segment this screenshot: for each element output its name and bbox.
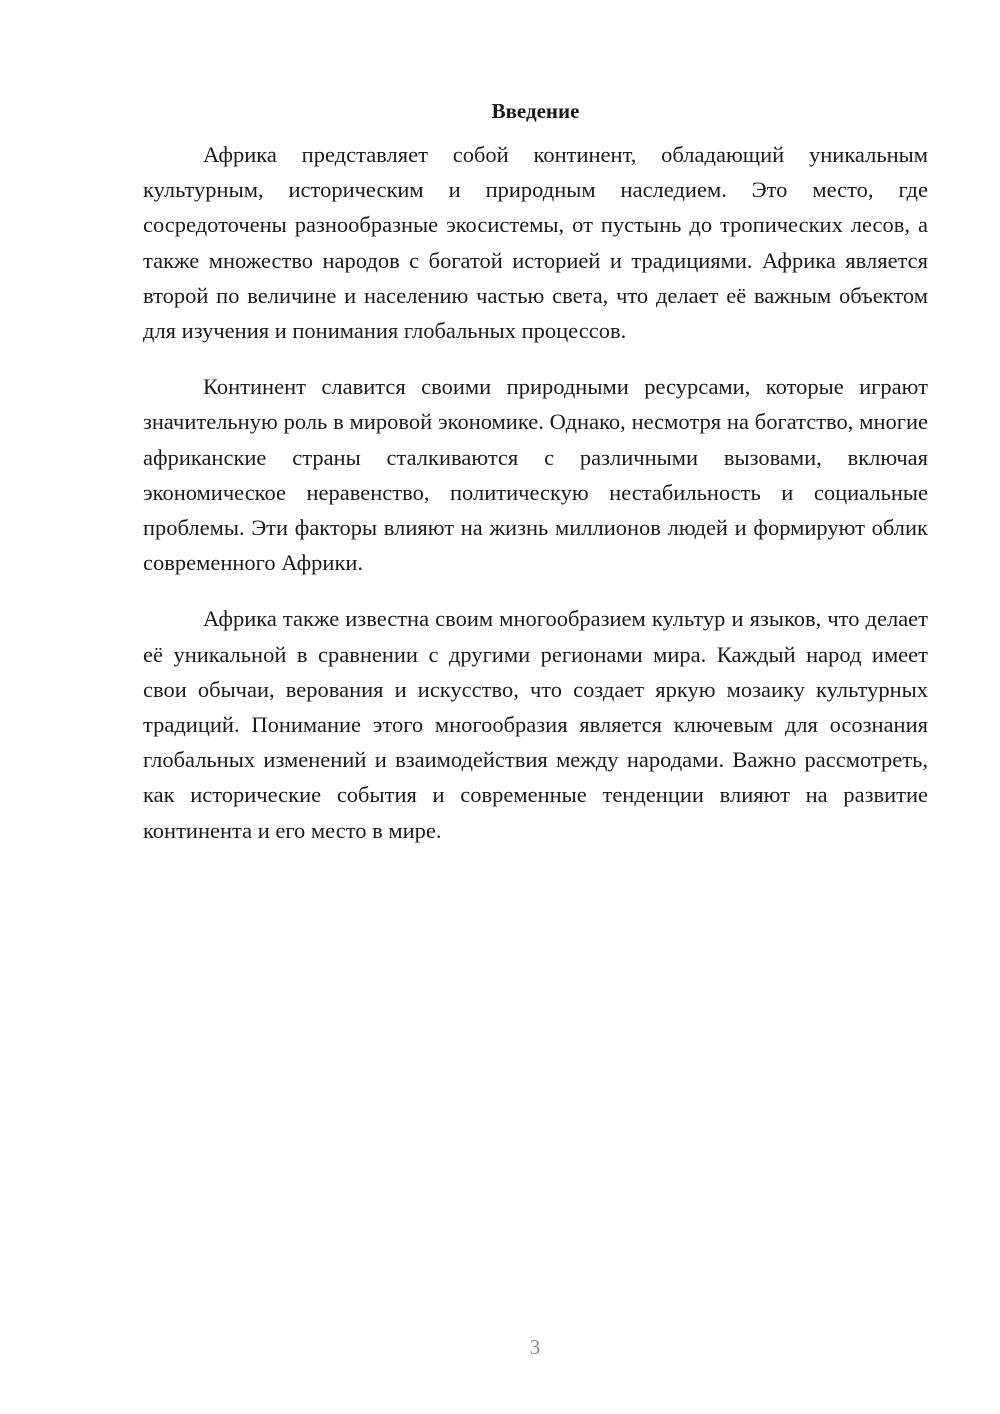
section-heading: Введение [491,99,580,123]
paragraph-1: Африка представляет собой континент, обладающий уникальным культурным, историческим и природным наследием. Это место, где сосредоточены разнообразные экосистемы, от пустынь до тропических лесов, а также множество народов с богатой историей и традициями. Африка является второй по величине и населению частью света, что делает её важным объектом для изучения и понимания глобальных процессов. [143,142,928,344]
paragraph-3: Африка также известна своим многообразием культур и языков, что делает её уникальной в сравнении с другими регионами мира. Каждый народ имеет свои обычаи, верования и искусство, что создает яркую мозаику культурных традиций. Понимание этого многообразия является ключевым для осознания глобальных изменений и взаимодействия между народами. Важно рассмотреть, как исторические события и современные тенденции влияют на развитие континента и его место в мире. [143,606,928,843]
page-number: 3 [529,1335,541,1359]
paragraph-2: Континент славится своими природными ресурсами, которые играют значительную роль в мировой экономике. Однако, несмотря на богатство, многие африканские страны сталкиваются с различными вызовами, включая экономическое неравенство, политическую нестабильность и социальные проблемы. Эти факторы влияют на жизнь миллионов людей и формируют облик современного Африки. [143,374,928,576]
page-content [143,95,928,869]
